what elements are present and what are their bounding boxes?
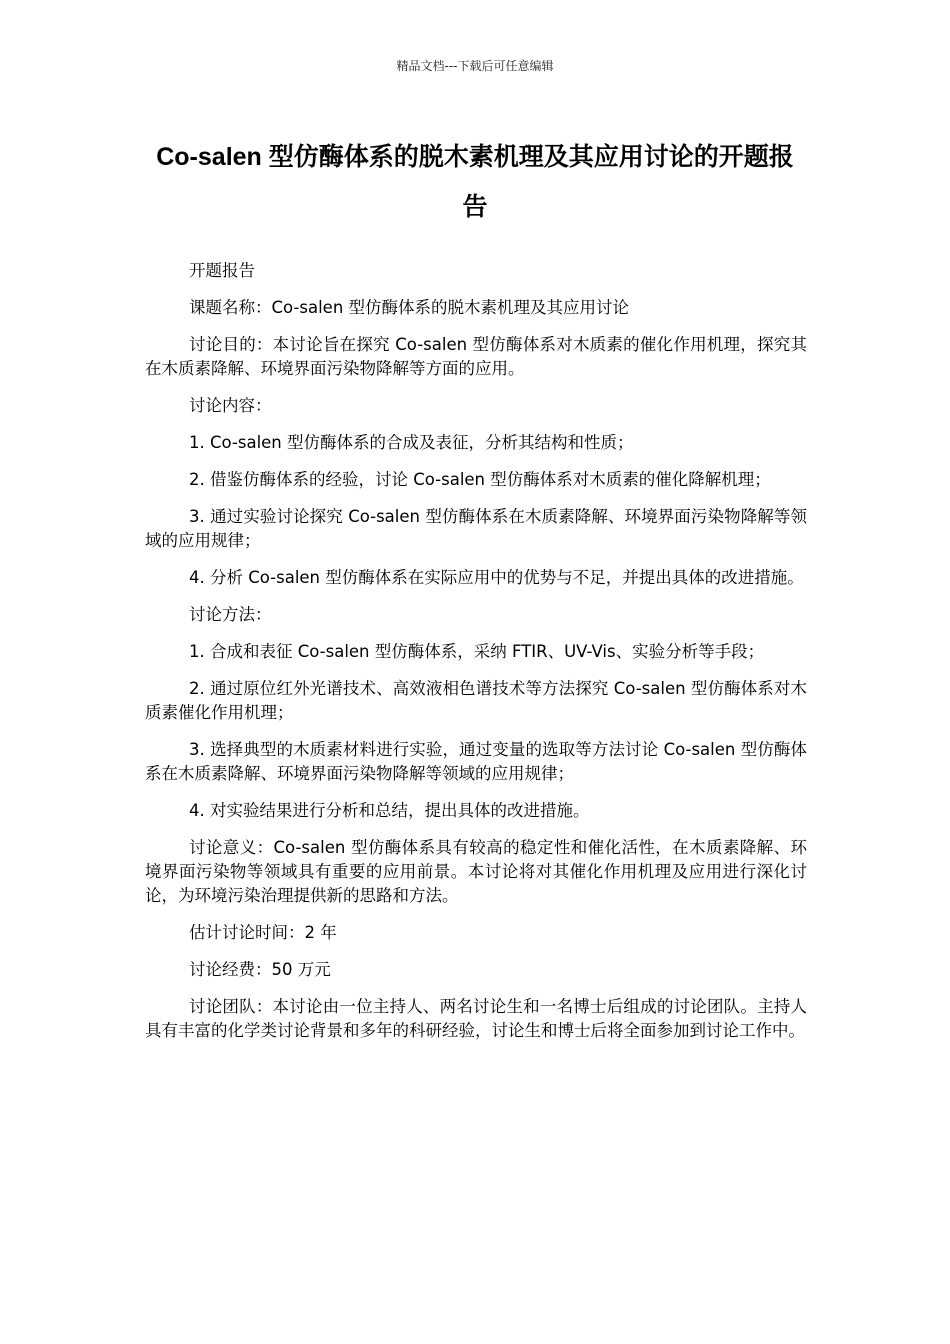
research-significance-paragraph: 讨论意义：Co-salen 型仿酶体系具有较高的稳定性和催化活性，在木质素降解、环境界面污染物等领域具有重要的应用前景。本讨论将对其催化作用机理及应用进行深化讨论，为环境污染治理提供新的思路和方法。 — [145, 838, 807, 905]
content-item-4: 4. 分析 Co-salen 型仿酶体系在实际应用中的优势与不足，并提出具体的改进措施。 — [189, 568, 804, 587]
research-purpose-paragraph: 讨论目的：本讨论旨在探究 Co-salen 型仿酶体系对木质素的催化作用机理，探究其在木质素降解、环境界面污染物降解等方面的应用。 — [145, 335, 807, 378]
research-team-paragraph: 讨论团队：本讨论由一位主持人、两名讨论生和一名博士后组成的讨论团队。主持人具有丰富的化学类讨论背景和多年的科研经验，讨论生和博士后将全面参加到讨论工作中。 — [145, 997, 807, 1040]
document-title: Co-salen 型仿酶体系的脱木素机理及其应用讨论的开题报告 — [156, 143, 794, 221]
section-heading-proposal: 开题报告 — [189, 261, 255, 280]
document-body — [145, 259, 807, 1056]
method-item-4: 4. 对实验结果进行分析和总结，提出具体的改进措施。 — [189, 801, 590, 820]
estimated-time-paragraph: 估计讨论时间：2 年 — [189, 923, 337, 942]
content-item-2: 2. 借鉴仿酶体系的经验，讨论 Co-salen 型仿酶体系对木质素的催化降解机理； — [189, 470, 771, 489]
method-item-1: 1. 合成和表征 Co-salen 型仿酶体系，采纳 FTIR、UV-Vis、实验分析等手段； — [189, 642, 765, 661]
content-item-3: 3. 通过实验讨论探究 Co-salen 型仿酶体系在木质素降解、环境界面污染物降解等领域的应用规律； — [145, 507, 807, 550]
topic-name-paragraph: 课题名称：Co-salen 型仿酶体系的脱木素机理及其应用讨论 — [189, 298, 630, 317]
method-item-3: 3. 选择典型的木质素材料进行实验，通过变量的选取等方法讨论 Co-salen 型仿酶体系在木质素降解、环境界面污染物降解等领域的应用规律； — [145, 740, 807, 783]
research-funding-paragraph: 讨论经费：50 万元 — [189, 960, 331, 979]
content-item-1: 1. Co-salen 型仿酶体系的合成及表征，分析其结构和性质； — [189, 433, 634, 452]
research-content-heading: 讨论内容： — [189, 396, 272, 415]
research-method-heading: 讨论方法： — [189, 605, 272, 624]
header-note: 精品文档---下载后可任意编辑 — [396, 59, 554, 73]
method-item-2: 2. 通过原位红外光谱技术、高效液相色谱技术等方法探究 Co-salen 型仿酶体系对木质素催化作用机理； — [145, 679, 807, 722]
